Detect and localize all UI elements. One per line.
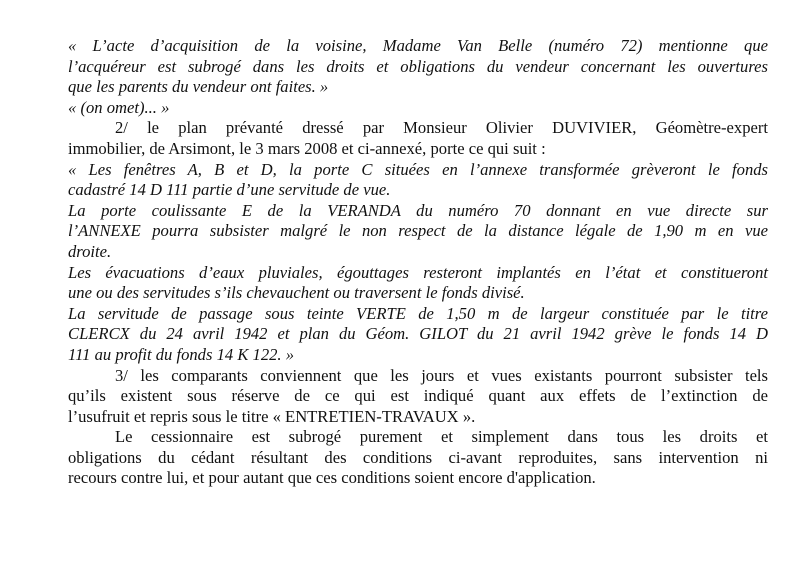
- text-line: 3/ les comparants conviennent que les jours et vues existants pourront subsister tels: [115, 365, 768, 385]
- text-line: qu’ils existent sous réserve de ce qui est indiqué quant aux effets de l’extinction de: [68, 386, 768, 406]
- text-line: que les parents du vendeur ont faites. »: [68, 77, 329, 97]
- text-line: l’ANNEXE pourra subsister malgré le non respect de la distance légale de 1,90 m en vue: [68, 221, 768, 241]
- text-line: cadastré 14 D 111 partie d’une servitude de vue.: [68, 180, 391, 200]
- text-line: obligations du cédant résultant des conditions ci-avant reproduites, sans intervention ni: [68, 447, 768, 467]
- text-line: 111 au profit du fonds 14 K 122. »: [68, 344, 295, 364]
- text-line: La porte coulissante E de la VERANDA du numéro 70 donnant en vue directe sur: [68, 200, 768, 220]
- text-line: Le cessionnaire est subrogé purement et simplement dans tous les droits et: [115, 427, 768, 447]
- text-line: l’usufruit et repris sous le titre « ENTRETIEN-TRAVAUX ».: [68, 406, 476, 426]
- text-line: droite.: [68, 241, 112, 261]
- text-line: CLERCX du 24 avril 1942 et plan du Géom. GILOT du 21 avril 1942 grève le fonds 14 D: [68, 324, 768, 344]
- text-line: l’acquéreur est subrogé dans les droits et obligations du vendeur concernant les ouvertures: [68, 56, 768, 76]
- text-line: Les évacuations d’eaux pluviales, égouttages resteront implantés en l’état et constitueront: [68, 262, 768, 282]
- text-line: « (on omet)... »: [68, 97, 170, 117]
- text-line: « Les fenêtres A, B et D, la porte C situées en l’annexe transformée grèveront le fonds: [68, 159, 768, 179]
- text-line: La servitude de passage sous teinte VERTE de 1,50 m de largeur constituée par le titre: [68, 303, 768, 323]
- text-line: « L’acte d’acquisition de la voisine, Madame Van Belle (numéro 72) mentionne que: [68, 36, 768, 55]
- text-line: une ou des servitudes s’ils chevauchent ou traversent le fonds divisé.: [68, 283, 525, 303]
- document-body: [68, 36, 768, 489]
- text-line: 2/ le plan prévanté dressé par Monsieur Olivier DUVIVIER, Géomètre-expert: [115, 118, 768, 138]
- text-line: recours contre lui, et pour autant que ces conditions soient encore d'application.: [68, 468, 596, 488]
- text-line: immobilier, de Arsimont, le 3 mars 2008 et ci-annexé, porte ce qui suit :: [68, 138, 546, 158]
